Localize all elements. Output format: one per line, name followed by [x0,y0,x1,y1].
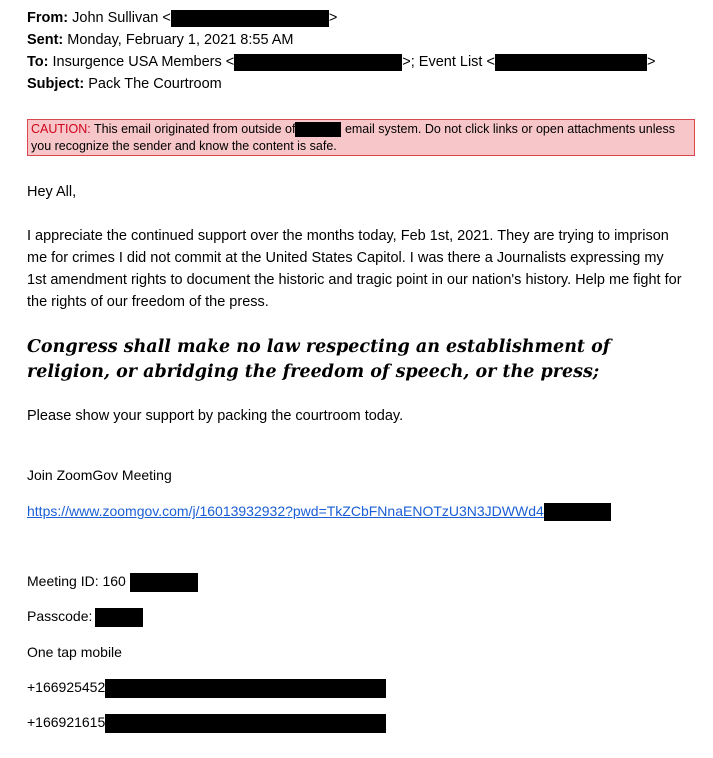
subject-value: Pack The Courtroom [88,76,222,92]
sent-value: Monday, February 1, 2021 8:55 AM [67,32,294,48]
from-label: From: [27,10,69,26]
redaction-bar [544,503,611,521]
sent-label: Sent: [27,32,64,48]
zoom-link-line [27,502,611,521]
phone-line-2 [27,713,386,733]
phone-1: +166925452 [27,679,106,695]
passcode-line [27,607,143,627]
meeting-id-text: Meeting ID: 160 [27,573,126,589]
caution-word: CAUTION: [31,122,91,136]
phone-2: +166921615 [27,714,106,730]
from-value: John Sullivan < [72,10,171,26]
zoom-meeting-link[interactable]: https://www.zoomgov.com/j/16013932932?pwd=TkZCbFNnaENOTzU3N3JDWWd4 [27,503,544,519]
redaction-bar [495,54,647,71]
subject-line [27,75,222,93]
greeting: Hey All, [27,184,77,200]
zoom-join-text: Join ZoomGov Meeting [27,467,172,483]
sent-line [27,31,294,49]
passcode-text: Passcode: [27,608,93,624]
phone-line-1 [27,678,386,698]
one-tap-text: One tap mobile [27,644,122,660]
body-paragraph: I appreciate the continued support over the months today, Feb 1st, 2021. They are trying to imprison me for crimes I did not commit at the United States Capitol. I was there a Journalists expressing my 1st amendment rights to document the historic and tragic point in our nation's history. Help me fight for the rights of our freedom of the press. [27,228,682,310]
redaction-bar [171,10,329,27]
to-mid: >; Event List < [402,54,495,70]
caution-text-a: This email originated from outside of [90,122,296,136]
to-value: Insurgence USA Members < [52,54,235,70]
meeting-id-line [27,572,198,592]
redaction-bar [105,714,386,733]
to-end: > [646,54,656,70]
from-line [27,9,337,27]
redaction-bar [295,122,341,137]
redaction-bar [105,679,386,698]
caution-banner [27,119,695,156]
from-end: > [328,10,338,26]
support-text: Please show your support by packing the courtroom today. [27,408,404,424]
first-amendment-quote: Congress shall make no law respecting an establishment of religion, or abridging the freedom of speech, or the press; [27,337,611,382]
to-line [27,53,655,71]
to-label: To: [27,54,49,70]
subject-label: Subject: [27,76,85,92]
redaction-bar [234,54,402,71]
caution-text-b: email system. Do not click links or open attachments unless you recognize the sender and know the content is safe. [31,122,675,153]
redaction-bar [95,608,143,627]
redaction-bar [130,573,198,592]
